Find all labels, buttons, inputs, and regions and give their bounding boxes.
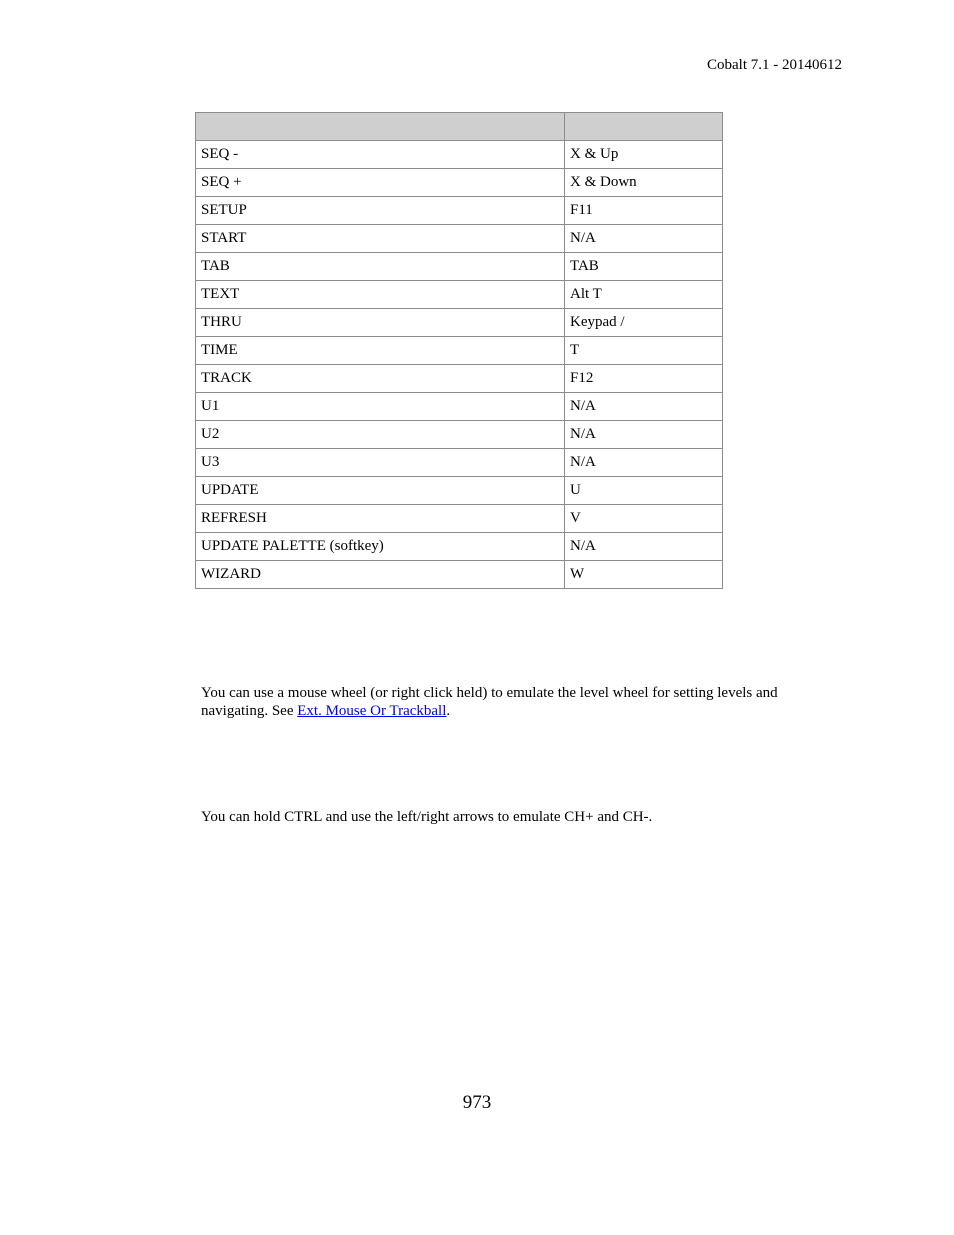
table-row: [196, 309, 723, 337]
function-cell: U2: [196, 421, 565, 449]
table-row: [196, 505, 723, 533]
key-cell: W: [565, 561, 723, 589]
key-mapping-table: [195, 112, 723, 589]
function-cell: THRU: [196, 309, 565, 337]
key-cell: N/A: [565, 393, 723, 421]
key-cell: N/A: [565, 225, 723, 253]
function-cell: UPDATE PALETTE (softkey): [196, 533, 565, 561]
key-cell: U: [565, 477, 723, 505]
function-cell: SETUP: [196, 197, 565, 225]
table-row: [196, 225, 723, 253]
function-cell: TAB: [196, 253, 565, 281]
table-row: [196, 169, 723, 197]
function-cell: SEQ +: [196, 169, 565, 197]
function-cell: REFRESH: [196, 505, 565, 533]
column-header-function: [196, 113, 565, 141]
key-cell: TAB: [565, 253, 723, 281]
key-cell: N/A: [565, 449, 723, 477]
table-row: [196, 253, 723, 281]
table-row: [196, 561, 723, 589]
table-row: [196, 141, 723, 169]
function-cell: WIZARD: [196, 561, 565, 589]
table-row: [196, 365, 723, 393]
function-cell: UPDATE: [196, 477, 565, 505]
ext-mouse-trackball-link[interactable]: Ext. Mouse Or Trackball: [297, 703, 447, 719]
column-header-key: [565, 113, 723, 141]
key-cell: F11: [565, 197, 723, 225]
function-cell: U3: [196, 449, 565, 477]
page-number: 973: [462, 1092, 492, 1113]
function-cell: U1: [196, 393, 565, 421]
key-cell: F12: [565, 365, 723, 393]
table-row: [196, 281, 723, 309]
table-row: [196, 477, 723, 505]
key-cell: T: [565, 337, 723, 365]
key-cell: X & Up: [565, 141, 723, 169]
table-header-row: [196, 113, 723, 141]
ctrl-arrows-paragraph: You can hold CTRL and use the left/right arrows to emulate CH+ and CH-.: [201, 809, 653, 825]
key-cell: Keypad /: [565, 309, 723, 337]
table-row: [196, 337, 723, 365]
function-cell: TIME: [196, 337, 565, 365]
key-cell: N/A: [565, 533, 723, 561]
function-cell: START: [196, 225, 565, 253]
key-cell: X & Down: [565, 169, 723, 197]
table-row: [196, 393, 723, 421]
key-cell: N/A: [565, 421, 723, 449]
table-header: [196, 113, 723, 141]
table-row: [196, 197, 723, 225]
function-cell: TRACK: [196, 365, 565, 393]
table-body: [196, 141, 723, 589]
function-cell: TEXT: [196, 281, 565, 309]
table-row: [196, 421, 723, 449]
key-cell: Alt T: [565, 281, 723, 309]
mouse-wheel-paragraph: [201, 684, 821, 720]
table-row: [196, 449, 723, 477]
table-row: [196, 533, 723, 561]
document-version-header: Cobalt 7.1 - 20140612: [707, 57, 842, 73]
key-cell: V: [565, 505, 723, 533]
mouse-wheel-period: .: [446, 703, 451, 719]
function-cell: SEQ -: [196, 141, 565, 169]
mouse-wheel-text: You can use a mouse wheel (or right click held) to emulate the level wheel for setting levels and navigating. See: [201, 685, 778, 719]
